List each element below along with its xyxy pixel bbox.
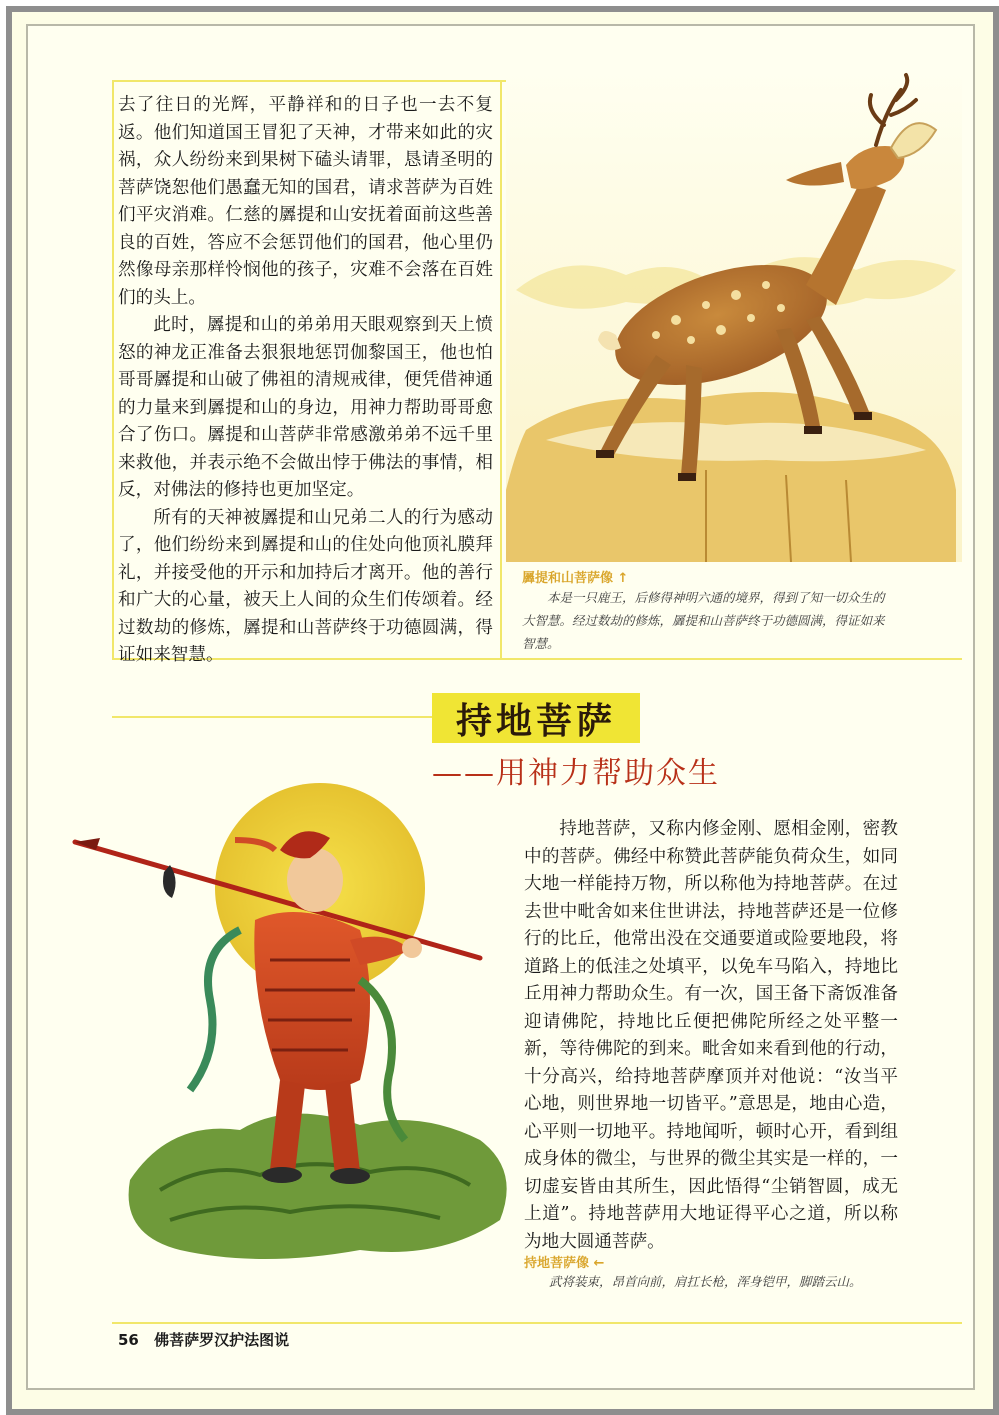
section-title-box <box>432 693 640 743</box>
bodhisattva-caption-title: 持地菩萨像 ← <box>524 1256 605 1271</box>
bodhisattva-caption-text: 武将装束，昂首向前，肩扛长枪，浑身铠甲，脚踏云山。 <box>549 1274 862 1289</box>
column-divider <box>500 80 502 660</box>
book-title: 佛菩萨罗汉护法图说 <box>154 1331 290 1349</box>
section-subtitle: ——用神力帮助众生 <box>432 756 720 791</box>
section-title: 持地菩萨 <box>455 700 616 742</box>
paragraph: 此时，羼提和山的弟弟用天眼观察到天上愤怒的神龙正准备去狠狠地惩罚伽黎国王，他也怕哥哥羼提和山破了佛祖的清规戒律，便凭借神通的力量来到羼提和山的身边，用神力帮助哥哥愈合了伤口。羼提和山菩萨非常感激弟弟不远千里来救他，并表示绝不会做出悖于佛法的事情，相反，对佛法的修持也更加坚定。 <box>118 315 493 500</box>
page-footer <box>118 1329 289 1350</box>
paragraph: 所有的天神被羼提和山兄弟二人的行为感动了，他们纷纷来到羼提和山的住处向他顶礼膜拜礼，并接受他的开示和加持后才离开。他的善行和广大的心量，被天上人间的众生们传颂着。经过数劫的修炼，羼提和山菩萨终于功德圆满，得证如来智慧。 <box>118 507 493 665</box>
footer-rule <box>112 1322 962 1324</box>
right-article-text <box>524 816 898 1256</box>
deer-caption-text: 本是一只鹿王，后修得神明六通的境界，得到了知一切众生的大智慧。经过数劫的修炼，羼提和山菩萨终于功德圆满，得证如来智慧。 <box>522 590 885 651</box>
deer-caption-title: 羼提和山菩萨像 ↑ <box>522 571 629 586</box>
left-article-text <box>118 92 493 670</box>
left-column-rule <box>112 80 114 660</box>
paragraph: 持地菩萨，又称内修金刚、愿相金刚，密教中的菩萨。佛经中称赞此菩萨能负荷众生，如同大地一样能持万物，所以称他为持地菩萨。在过去世中毗舍如来住世讲法，持地菩萨还是一位修行的比丘，他常出没在交通要道或险要地段，将道路上的低洼之处填平，以免车马陷入，持地比丘用神力帮助众生。有一次，国王备下斋饭准备迎请佛陀，持地比丘便把佛陀所经之处平整一新，等待佛陀的到来。毗舍如来看到他的行动，十分高兴，给持地菩萨摩顶并对他说：“汝当平心地，则世界地一切皆平。”意思是，地由心造，心平则一切地平。持地闻听，顿时心开，看到组成身体的微尘，与世界的微尘其实是一样的，一切虚妄皆由其所生，因此悟得“尘销智圆，成无上道”。持地菩萨用大地证得平心之道，所以称为地大圆通菩萨。 <box>524 819 898 1252</box>
bodhisattva-illustration <box>60 780 530 1270</box>
page-number: 56 <box>118 1331 139 1349</box>
deer-king-illustration <box>506 70 962 562</box>
paragraph: 去了往日的光辉，平静祥和的日子也一去不复返。他们知道国王冒犯了天神，才带来如此的灾祸，众人纷纷来到果树下磕头请罪，恳请圣明的菩萨饶恕他们愚蠢无知的国君，请求菩萨为百姓们平灾消难。仁慈的羼提和山安抚着面前这些善良的百姓，答应不会惩罚他们的国君，他心里仍然像母亲那样怜悯他的孩子，灾难不会落在百姓们的头上。 <box>118 95 493 308</box>
section-header-rule <box>112 716 432 718</box>
